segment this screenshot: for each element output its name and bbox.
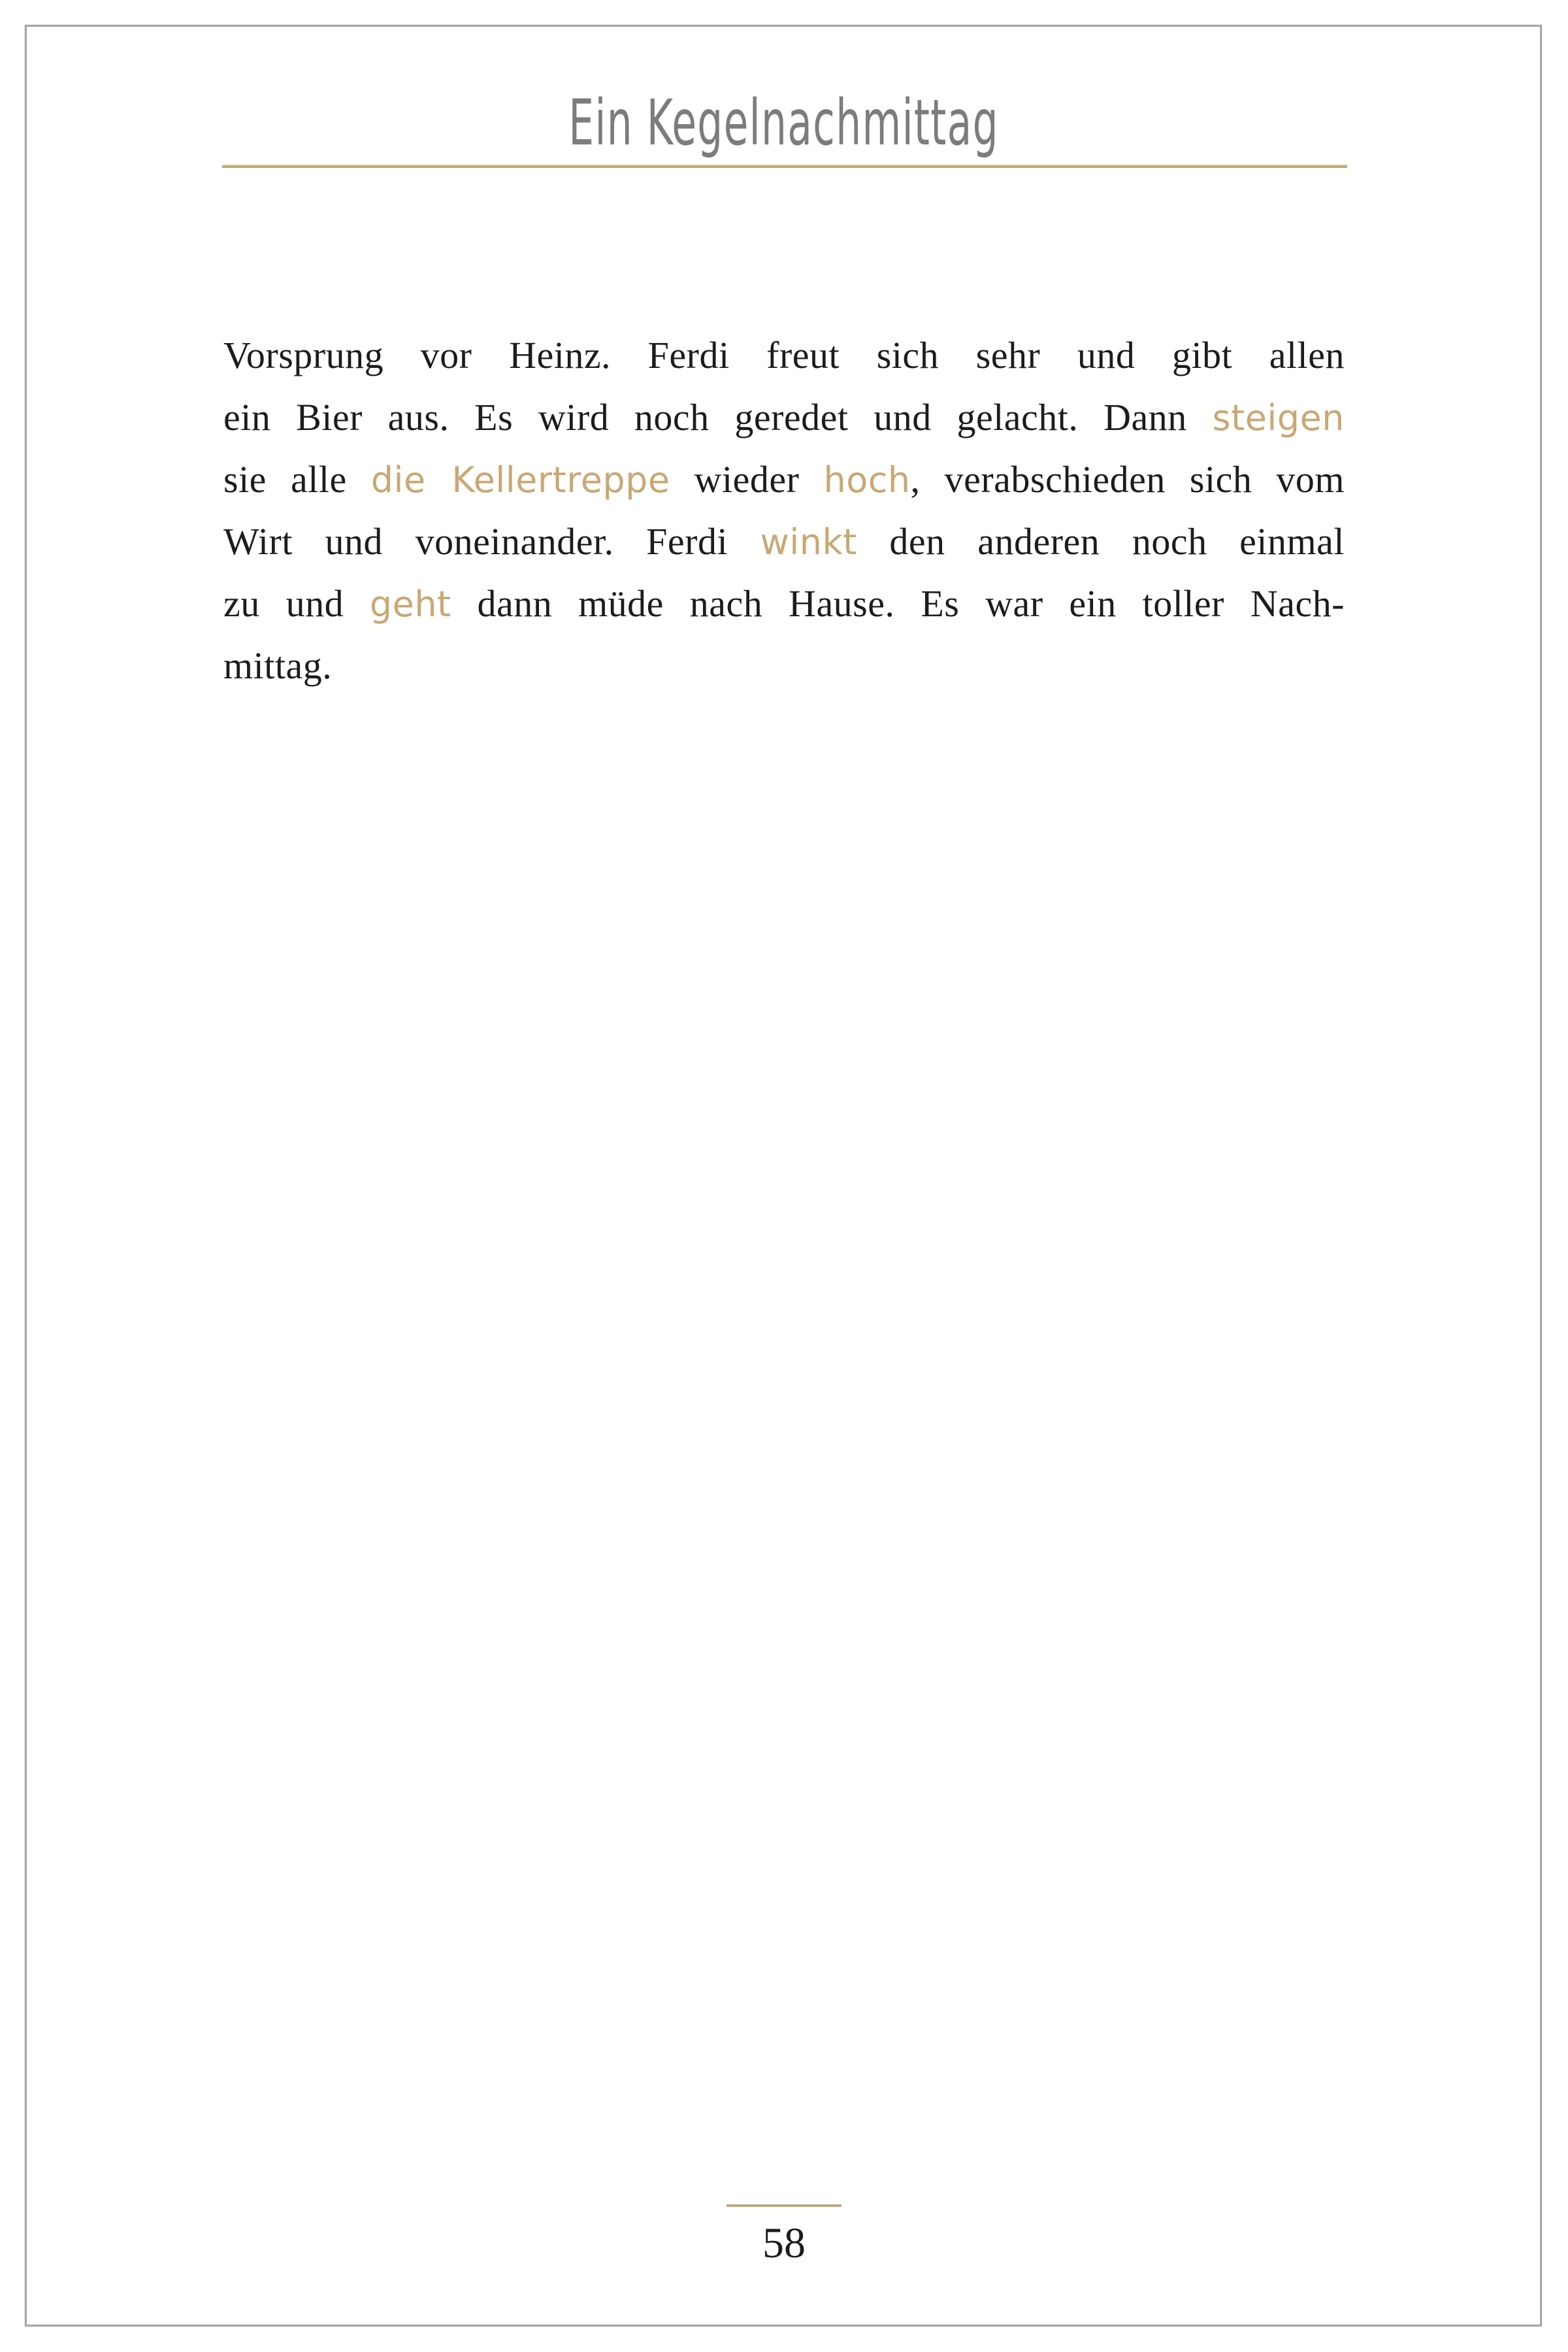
- footer-divider-rule: [727, 2204, 841, 2207]
- text-segment: Vorsprung vor Heinz. Ferdi freut sich sehr und gibt allen: [223, 334, 1345, 376]
- text-segment: zu und: [223, 582, 370, 625]
- vocab-highlight: hoch: [823, 459, 911, 501]
- text-segment: dann müde nach Hause. Es war ein toller Nach-: [451, 582, 1345, 625]
- paragraph-line: [223, 386, 1345, 448]
- paragraph-line: [223, 572, 1345, 635]
- chapter-title-text: Ein Kegelnachmittag: [568, 86, 1000, 159]
- body-paragraph: [223, 324, 1345, 697]
- vocab-highlight: die Kellertreppe: [370, 459, 670, 501]
- paragraph-line: [223, 324, 1345, 386]
- text-segment: mittag.: [223, 644, 333, 687]
- paragraph-line: [223, 510, 1345, 572]
- text-segment: sie alle: [223, 458, 371, 501]
- text-segment: Wirt und voneinander. Ferdi: [223, 520, 760, 563]
- title-divider-rule: [222, 165, 1347, 168]
- chapter-title: [0, 86, 1568, 159]
- text-segment: den anderen noch einmal: [857, 520, 1345, 563]
- text-segment: wieder: [670, 458, 824, 501]
- paragraph-line: [223, 635, 1345, 697]
- vocab-highlight: winkt: [760, 522, 857, 563]
- vocab-highlight: geht: [369, 584, 451, 625]
- paragraph-line: [223, 448, 1345, 510]
- page-number: 58: [762, 2219, 806, 2267]
- vocab-highlight: steigen: [1212, 397, 1345, 439]
- text-segment: , verabschieden sich vom: [910, 458, 1345, 501]
- text-segment: ein Bier aus. Es wird noch geredet und gelacht. Dann: [223, 396, 1213, 439]
